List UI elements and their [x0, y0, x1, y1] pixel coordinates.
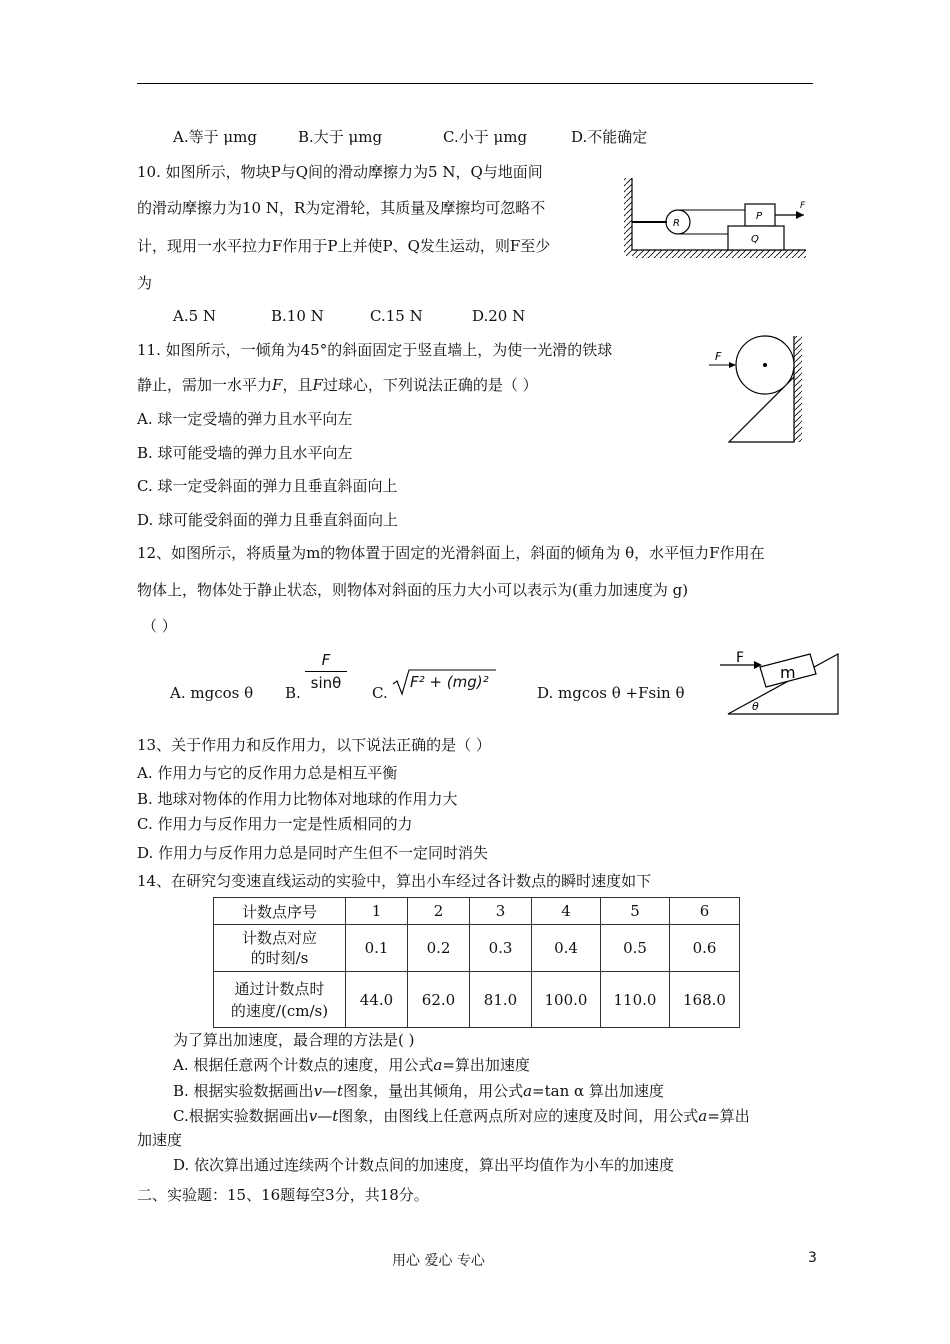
- q10-line-1: 10. 如图所示，物块P与Q间的滑动摩擦力为5 N，Q与地面间: [137, 163, 543, 181]
- q12-fraction-denominator: sinθ: [310, 674, 342, 692]
- q14-option-c-continued: 加速度: [137, 1131, 183, 1149]
- q12-line-3: （ ）: [142, 617, 177, 635]
- q12-option-b-fraction: [305, 650, 347, 693]
- q12-label-f: F: [736, 650, 745, 666]
- table-cell: 4: [532, 898, 601, 925]
- table-cell: 2: [408, 898, 470, 925]
- q9-option-a: A.等于 μmg: [173, 128, 257, 146]
- q10-label-p: P: [756, 211, 763, 222]
- table-header-cell: 通过计数点时 的速度/(cm/s): [214, 972, 346, 1028]
- q14-option-a: A. 根据任意两个计数点的速度，用公式a=算出加速度: [173, 1056, 530, 1074]
- table-header-cell: 计数点序号: [214, 898, 346, 925]
- q12-fraction-numerator: F: [321, 651, 331, 669]
- q10-pulley-figure: [620, 172, 812, 264]
- q11-label-f: F: [715, 350, 722, 363]
- q10-label-f: F: [800, 201, 806, 211]
- table-cell: 44.0: [346, 972, 408, 1028]
- q13-option-c: C. 作用力与反作用力一定是性质相同的力: [137, 815, 413, 833]
- q14-option-d: D. 依次算出通过连续两个计数点间的加速度，算出平均值作为小车的加速度: [173, 1156, 675, 1174]
- q12-option-d: D. mgcos θ +Fsin θ: [537, 684, 685, 702]
- table-header-cell: 计数点对应 的时刻/s: [214, 925, 346, 972]
- table-cell: 168.0: [670, 972, 740, 1028]
- table-cell: 81.0: [470, 972, 532, 1028]
- q10-option-d: D.20 N: [472, 307, 526, 325]
- table-row: [214, 972, 740, 1028]
- q14-option-c: C.根据实验数据画出v—t图象，由图线上任意两点所对应的速度及时间，用公式a=算出: [173, 1107, 750, 1125]
- q12-option-c-expr: F² + (mg)²: [410, 673, 489, 691]
- q10-option-a: A.5 N: [173, 307, 217, 325]
- table-cell: 3: [470, 898, 532, 925]
- table-cell: 110.0: [601, 972, 670, 1028]
- q11-option-b: B. 球可能受墙的弹力且水平向左: [137, 444, 353, 462]
- q13-option-a: A. 作用力与它的反作用力总是相互平衡: [137, 764, 398, 782]
- q14-question: 为了算出加速度，最合理的方法是( ): [173, 1031, 415, 1049]
- q13-title: 13、关于作用力和反作用力，以下说法正确的是（ ）: [137, 736, 491, 754]
- q11-option-a: A. 球一定受墙的弹力且水平向左: [137, 410, 353, 428]
- q14-data-table: [213, 897, 740, 1028]
- q12-label-m: m: [780, 663, 796, 682]
- table-cell: 0.1: [346, 925, 408, 972]
- q11-line-2: 静止，需加一水平力F，且F过球心，下列说法正确的是（ ）: [137, 376, 538, 394]
- table-cell: 6: [670, 898, 740, 925]
- q9-option-d: D.不能确定: [571, 128, 648, 146]
- q12-line-2: 物体上，物体处于静止状态，则物体对斜面的压力大小可以表示为(重力加速度为 g): [137, 581, 689, 599]
- q10-line-2: 的滑动摩擦力为10 N，R为定滑轮，其质量及摩擦均可忽略不: [137, 199, 546, 217]
- q13-option-b: B. 地球对物体的作用力比物体对地球的作用力大: [137, 790, 458, 808]
- q11-option-d: D. 球可能受斜面的弹力且垂直斜面向上: [137, 511, 399, 529]
- table-cell: 100.0: [532, 972, 601, 1028]
- table-row: [214, 925, 740, 972]
- section-2-heading: 二、实验题：15、16题每空3分，共18分。: [137, 1186, 429, 1204]
- header-rule: [137, 83, 813, 84]
- q11-ball-figure: [705, 332, 810, 448]
- page-number: 3: [808, 1250, 817, 1266]
- table-cell: 0.2: [408, 925, 470, 972]
- q12-option-a: A. mgcos θ: [170, 684, 254, 702]
- q10-line-4: 为: [137, 274, 153, 292]
- q9-option-c: C.小于 μmg: [443, 128, 528, 146]
- q14-title: 14、在研究匀变速直线运动的实验中，算出小车经过各计数点的瞬时速度如下: [137, 872, 652, 890]
- table-cell: 0.6: [670, 925, 740, 972]
- table-cell: 0.4: [532, 925, 601, 972]
- q11-line-1: 11. 如图所示，一倾角为45°的斜面固定于竖直墙上，为使一光滑的铁球: [137, 341, 613, 359]
- q10-line-3: 计，现用一水平拉力F作用于P上并使P、Q发生运动，则F至少: [137, 237, 551, 255]
- footer-slogan: 用心 爱心 专心: [392, 1253, 485, 1269]
- q10-label-q: Q: [751, 234, 759, 245]
- q12-incline-figure: [714, 648, 844, 718]
- q12-option-c-label: C.: [372, 684, 388, 702]
- table-cell: 62.0: [408, 972, 470, 1028]
- table-row: [214, 898, 740, 925]
- q12-option-b-label: B.: [285, 684, 301, 702]
- q12-line-1: 12、如图所示，将质量为m的物体置于固定的光滑斜面上，斜面的倾角为 θ，水平恒力F作用在: [137, 544, 765, 562]
- table-cell: 1: [346, 898, 408, 925]
- q11-option-c: C. 球一定受斜面的弹力且垂直斜面向上: [137, 477, 398, 495]
- q13-option-d: D. 作用力与反作用力总是同时产生但不一定同时消失: [137, 844, 489, 862]
- table-cell: 0.5: [601, 925, 670, 972]
- q9-option-b: B.大于 μmg: [298, 128, 383, 146]
- q10-option-b: B.10 N: [271, 307, 324, 325]
- q10-label-r: R: [673, 218, 680, 229]
- q12-label-theta: θ: [752, 700, 759, 713]
- q10-option-c: C.15 N: [370, 307, 423, 325]
- table-cell: 5: [601, 898, 670, 925]
- table-cell: 0.3: [470, 925, 532, 972]
- q14-option-b: B. 根据实验数据画出v—t图象，量出其倾角，用公式a=tan α 算出加速度: [173, 1082, 664, 1100]
